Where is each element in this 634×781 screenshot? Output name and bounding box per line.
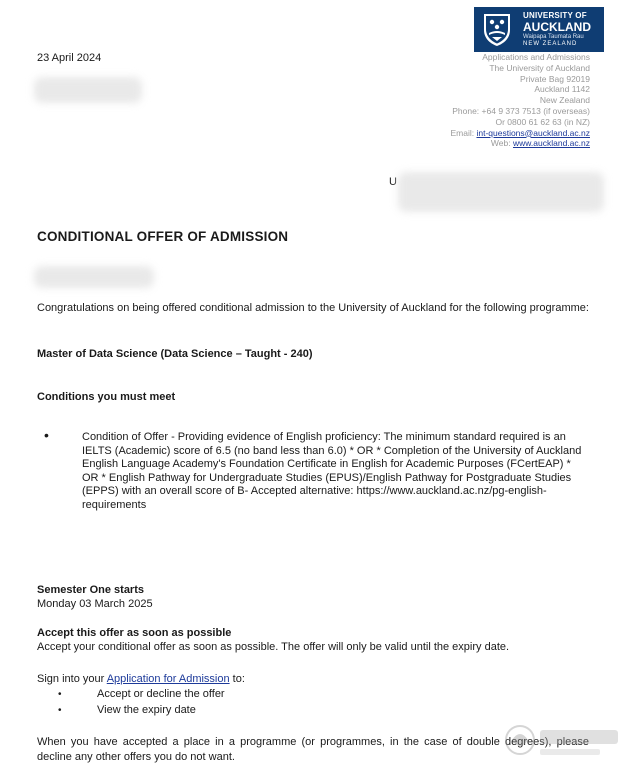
contact-phone-alt: Or 0800 61 62 63 (in NZ) — [495, 116, 590, 127]
logo-line-2: AUCKLAND — [523, 20, 591, 34]
letter-date: 23 April 2024 — [37, 52, 102, 64]
watermark-icon — [500, 716, 626, 764]
sign-in-item-accept: Accept or decline the offer — [97, 688, 225, 700]
university-logo — [474, 7, 604, 52]
expiry-bullet-icon: • — [58, 705, 62, 716]
email-label: Email: — [450, 127, 475, 138]
accept-text: Accept your conditional offer as soon as possible. The offer will only be valid until the expiry date. — [37, 641, 510, 653]
semester-heading: Semester One starts — [37, 584, 144, 596]
letter-title: CONDITIONAL OFFER OF ADMISSION — [37, 229, 289, 244]
contact-bag: Private Bag 92019 — [520, 73, 590, 84]
contact-institution: The University of Auckland — [489, 62, 590, 73]
redacted-student-id — [398, 172, 604, 212]
university-crest-icon — [482, 12, 512, 47]
intro-paragraph: Congratulations on being offered conditional admission to the University of Auckland for the following programme: — [37, 302, 589, 314]
sign-in-item-expiry: View the expiry date — [97, 704, 196, 716]
sign-in-line — [37, 673, 245, 685]
redacted-salutation — [34, 266, 154, 288]
contact-block — [350, 52, 590, 149]
closing-paragraph: When you have accepted a place in a programme (or programmes, in the case of double degrees), please decline any other offers you do not want. — [37, 736, 589, 763]
sign-in-prefix: Sign into your — [37, 673, 107, 685]
contact-city: Auckland 1142 — [534, 84, 590, 95]
sign-in-suffix: to: — [229, 673, 245, 685]
contact-phone — [350, 106, 590, 117]
contact-office: Applications and Admissions — [482, 52, 590, 62]
student-id-prefix: U — [389, 176, 397, 188]
logo-line-4: NEW ZEALAND — [523, 41, 578, 47]
conditions-heading: Conditions you must meet — [37, 391, 176, 403]
web-label: Web: — [490, 138, 511, 149]
programme-name: Master of Data Science (Data Science – Taught - 240) — [37, 348, 313, 360]
logo-line-1: UNIVERSITY OF — [523, 11, 587, 20]
email-link[interactable]: int-questions@auckland.ac.nz — [476, 127, 590, 138]
semester-date: Monday 03 March 2025 — [37, 598, 153, 610]
phone-number: +64 9 373 7513 (if overseas) — [481, 105, 590, 116]
logo-line-3: Waipapa Taumata Rau — [523, 34, 584, 40]
phone-label: Phone: — [452, 105, 480, 116]
web-link[interactable]: www.auckland.ac.nz — [512, 138, 590, 149]
contact-web — [350, 138, 590, 149]
contact-country: New Zealand — [539, 95, 590, 106]
condition-bullet-icon: • — [44, 427, 49, 443]
application-for-admission-link[interactable]: Application for Admission — [106, 673, 230, 685]
condition-item: Condition of Offer - Providing evidence of English proficiency: The minimum standard required is an IELTS (Academic) score of 6.5 (no band less than 6.0) * OR * Completion of the University of Auckland English Language Academy's Foundation Certificate in English for Academic Purposes (FCertEAP) * OR * English Pathway for Undergraduate Studies (EPUS)/English Pathway for Postgraduate Studies (EPPS) with an overall score of B- Accepted alternative: https://www.auckland.ac.nz/pg-english-requirements — [82, 431, 582, 511]
accept-bullet-icon: • — [58, 689, 62, 700]
accept-heading: Accept this offer as soon as possible — [37, 627, 232, 639]
contact-email — [350, 128, 590, 139]
redacted-recipient — [34, 77, 142, 103]
